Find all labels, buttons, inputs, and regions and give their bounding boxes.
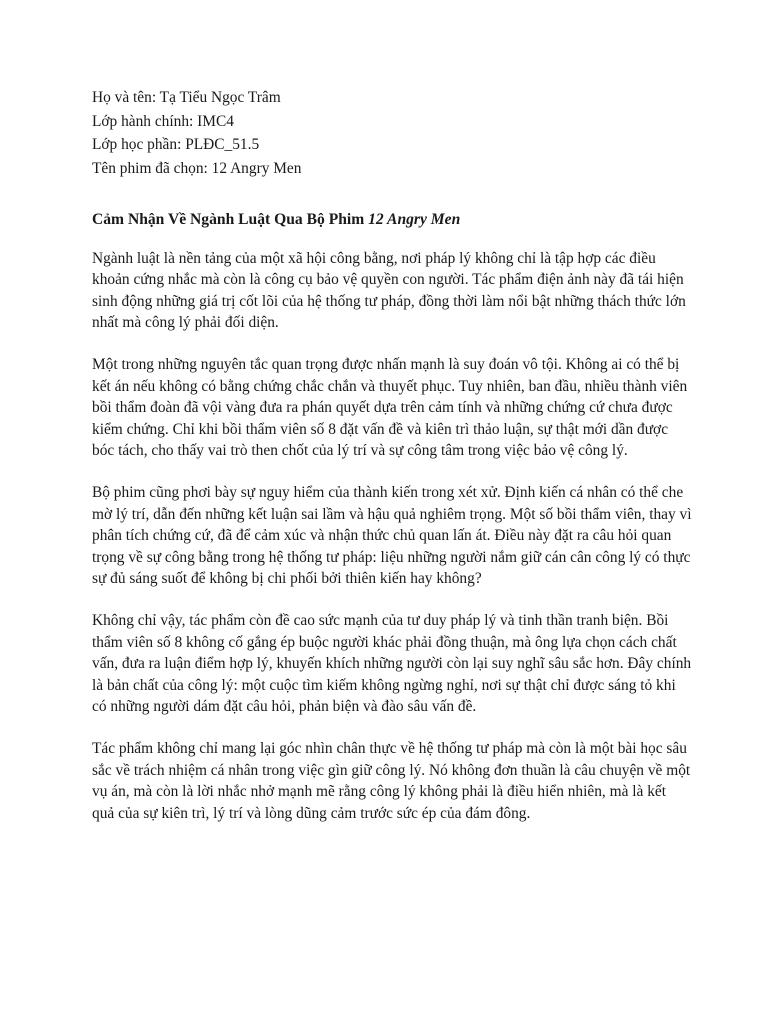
paragraph-1: Ngành luật là nền tảng của một xã hội công bằng, nơi pháp lý không chỉ là tập hợp các điều khoản cứng nhắc mà còn là công cụ bảo vệ quyền con người. Tác phẩm điện ảnh này đã tái hiện sinh động những giá trị cốt lõi của hệ thống tư pháp, đồng thời làm nổi bật những thách thức lớn nhất mà công lý phải đối diện. bbox=[92, 249, 686, 331]
essay-body bbox=[92, 248, 692, 824]
essay-title bbox=[92, 209, 692, 231]
paragraph-3: Bộ phim cũng phơi bày sự nguy hiểm của thành kiến trong xét xử. Định kiến cá nhân có thể che mờ lý trí, dẫn đến những kết luận sai lầm và hậu quả nghiêm trọng. Một số bồi thẩm viên, thay vì phân tích chứng cứ, đã để cảm xúc và nhận thức chủ quan lấn át. Điều này đặt ra câu hỏi quan trọng về sự công bằng trong hệ thống tư pháp: liệu những người nắm giữ cán cân công lý có thực sự đủ sáng suốt để không bị chi phối bởi thiên kiến hay không? bbox=[92, 484, 692, 588]
paragraph-5: Tác phẩm không chỉ mang lại góc nhìn chân thực về hệ thống tư pháp mà còn là một bài học sâu sắc về trách nhiệm cá nhân trong việc gìn giữ công lý. Nó không đơn thuần là câu chuyện về một vụ án, mà còn là lời nhắc nhở mạnh mẽ rằng công lý không phải là điều hiển nhiên, mà là kết quả của sự kiên trì, lý trí và lòng dũng cảm trước sức ép của đám đông. bbox=[92, 740, 691, 822]
essay-title-prefix: Cảm Nhận Về Ngành Luật Qua Bộ Phim bbox=[92, 210, 369, 228]
admin-class: Lớp hành chính: IMC4 bbox=[92, 112, 234, 130]
student-info bbox=[92, 86, 692, 181]
document-page bbox=[92, 86, 692, 824]
essay-title-film: 12 Angry Men bbox=[368, 210, 461, 228]
course-class: Lớp học phần: PLĐC_51.5 bbox=[92, 136, 260, 154]
paragraph-2: Một trong những nguyên tắc quan trọng được nhấn mạnh là suy đoán vô tội. Không ai có thể bị kết án nếu không có bằng chứng chắc chắn và thuyết phục. Tuy nhiên, ban đầu, nhiều thành viên bồi thẩm đoàn đã vội vàng đưa ra phán quyết dựa trên cảm tính và những chứng cứ chưa được kiểm chứng. Chỉ khi bồi thẩm viên số 8 đặt vấn đề và kiên trì thảo luận, sự thật mới dần được bóc tách, cho thấy vai trò then chốt của lý trí và sự công tâm trong việc bảo vệ công lý. bbox=[92, 356, 688, 459]
paragraph-4: Không chỉ vậy, tác phẩm còn đề cao sức mạnh của tư duy pháp lý và tinh thần tranh biện. Bồi thẩm viên số 8 không cố gắng ép buộc người khác phải đồng thuận, mà ông lựa chọn cách chất vấn, đưa ra luận điểm hợp lý, khuyến khích những người còn lại suy nghĩ sâu sắc hơn. Đây chính là bản chất của công lý: một cuộc tìm kiếm không ngừng nghỉ, nơi sự thật chỉ được sáng tỏ khi có những người dám đặt câu hỏi, phản biện và đào sâu vấn đề. bbox=[92, 612, 692, 716]
film-choice: Tên phim đã chọn: 12 Angry Men bbox=[92, 160, 302, 178]
student-name: Họ và tên: Tạ Tiểu Ngọc Trâm bbox=[92, 89, 281, 106]
